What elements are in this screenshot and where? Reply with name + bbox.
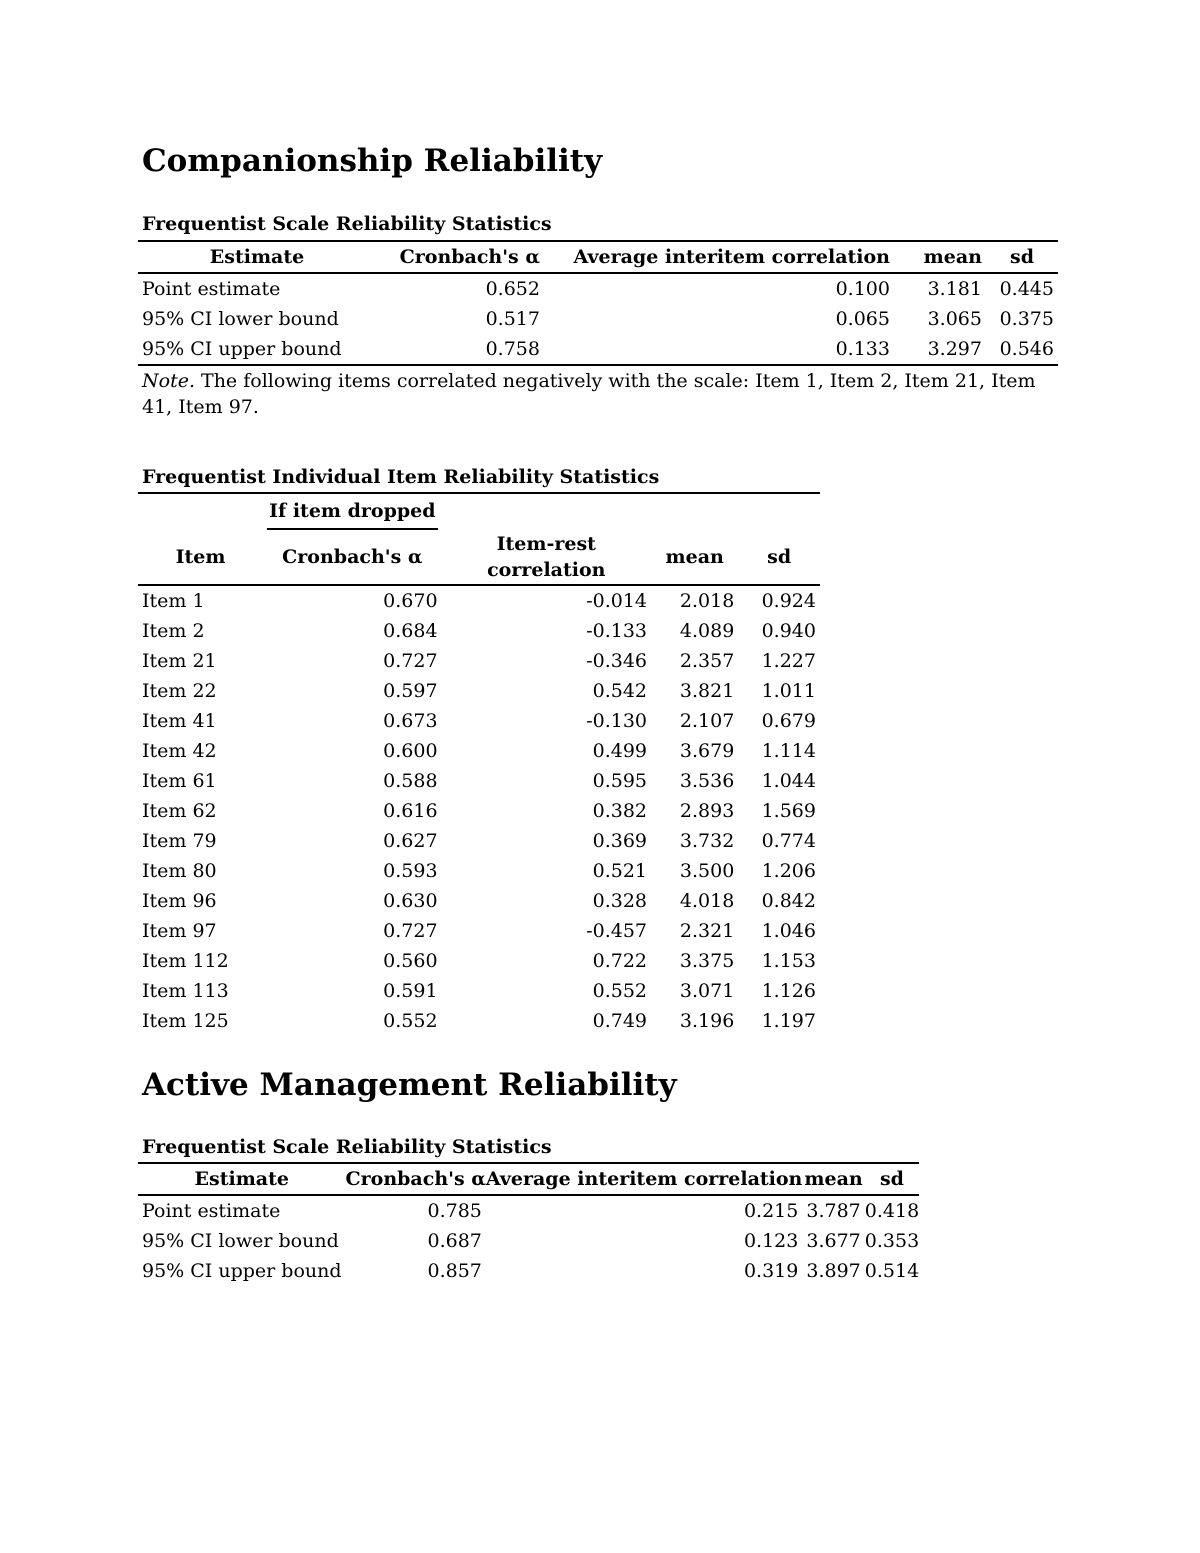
header-sd: sd (767, 546, 792, 568)
table-cell: 1.011 (761, 680, 816, 702)
table-cell: 0.940 (761, 620, 816, 642)
table-row (138, 886, 820, 916)
table-cell: -0.457 (586, 920, 648, 942)
table-cell: Item 79 (142, 830, 217, 852)
table-cell: -0.130 (586, 710, 648, 732)
table-cell: 0.673 (383, 710, 438, 732)
table-cell: 0.630 (383, 890, 438, 912)
table-cell: Item 80 (142, 860, 217, 882)
table-cell: Item 97 (142, 920, 217, 942)
header-sd: sd (1010, 246, 1034, 268)
table-cell: 0.552 (592, 980, 648, 1002)
table-cell: 3.375 (679, 950, 735, 972)
table-row (138, 585, 820, 616)
table-cell: Item 41 (142, 710, 217, 732)
table-row (138, 946, 820, 976)
table-cell: 1.153 (761, 950, 816, 972)
table-cell: 0.353 (864, 1230, 920, 1252)
table-cell: 2.893 (679, 800, 735, 822)
companionship-item-table (138, 492, 820, 1036)
table-cell: 3.897 (806, 1260, 861, 1282)
table-cell: 0.369 (592, 830, 648, 852)
group-header-if-item-dropped: If item dropped (267, 494, 437, 530)
table-row (138, 1195, 919, 1226)
header-cronbach: Cronbach's α (399, 246, 540, 268)
table-row (138, 706, 820, 736)
table-cell: 3.071 (679, 980, 735, 1002)
header-mean: mean (804, 1168, 863, 1190)
table-cell: 0.546 (999, 338, 1054, 360)
table-cell: 0.560 (383, 950, 438, 972)
table-cell: 95% CI upper bound (142, 1260, 342, 1282)
table-row (138, 1006, 820, 1036)
section-title-active-management: Active Management Reliability (142, 1067, 677, 1103)
table-cell: 0.593 (383, 860, 438, 882)
table-row (138, 796, 820, 826)
table-cell: Item 61 (142, 770, 217, 792)
table-cell: -0.346 (586, 650, 648, 672)
header-cronbach: Cronbach's α (345, 1168, 486, 1190)
table-row (138, 273, 1058, 304)
table-cell: 1.126 (761, 980, 816, 1002)
table-row (138, 916, 820, 946)
table-cell: 0.517 (485, 308, 540, 330)
table-cell: 0.215 (743, 1200, 799, 1222)
active-management-scale-table (138, 1162, 919, 1286)
table-cell: 0.627 (383, 830, 438, 852)
table-row (138, 736, 820, 766)
companionship-scale-table (138, 240, 1058, 366)
table-cell: 1.206 (761, 860, 816, 882)
table-row (138, 826, 820, 856)
table-cell: 0.123 (743, 1230, 799, 1252)
table-cell: 1.197 (761, 1010, 816, 1032)
table-cell: 0.727 (383, 650, 438, 672)
table-cell: Item 2 (142, 620, 205, 642)
table-cell: Item 1 (142, 590, 205, 612)
table-row (138, 676, 820, 706)
table-cell: 0.542 (592, 680, 648, 702)
table-cell: Point estimate (142, 278, 281, 300)
table-cell: 3.196 (679, 1010, 735, 1032)
table-cell: 3.065 (927, 308, 982, 330)
table-cell: 3.787 (806, 1200, 861, 1222)
table-cell: 1.046 (761, 920, 816, 942)
table-row (138, 1226, 919, 1256)
table-cell: 0.785 (427, 1200, 482, 1222)
table-cell: Item 21 (142, 650, 217, 672)
table-row (138, 976, 820, 1006)
table-cell: 3.297 (927, 338, 982, 360)
table-cell: 0.687 (427, 1230, 482, 1252)
table-cell: 0.924 (761, 590, 816, 612)
header-avg-corr: Average interitem correlation (485, 1168, 803, 1190)
header-item: Item (175, 546, 226, 568)
table-cell: 0.684 (383, 620, 438, 642)
table-cell: 0.499 (592, 740, 648, 762)
table-cell: 1.227 (761, 650, 816, 672)
table-cell: 0.133 (835, 338, 890, 360)
table-cell: 0.588 (383, 770, 438, 792)
table-cell: 0.652 (485, 278, 540, 300)
table-cell: Item 62 (142, 800, 217, 822)
table-cell: Item 113 (142, 980, 229, 1002)
table-cell: 0.328 (592, 890, 648, 912)
item-table-caption: Frequentist Individual Item Reliability Statistics (142, 466, 660, 488)
table-cell: 0.616 (383, 800, 438, 822)
table-cell: 0.758 (485, 338, 540, 360)
table-cell: 3.677 (806, 1230, 861, 1252)
note-label: Note. (142, 370, 195, 392)
table-cell: 0.595 (592, 770, 648, 792)
table-cell: 0.749 (592, 1010, 648, 1032)
table-cell: 2.357 (679, 650, 735, 672)
header-mean: mean (665, 546, 724, 568)
table-cell: 1.569 (761, 800, 816, 822)
table-row (138, 304, 1058, 334)
table-cell: 3.821 (679, 680, 735, 702)
table-cell: 0.679 (761, 710, 816, 732)
table-cell: 0.319 (743, 1260, 799, 1282)
table-cell: 2.018 (679, 590, 735, 612)
table-cell: 2.107 (679, 710, 735, 732)
table-cell: 0.100 (835, 278, 890, 300)
table-cell: 1.044 (761, 770, 816, 792)
table-cell: 0.375 (999, 308, 1054, 330)
table-cell: 0.382 (592, 800, 648, 822)
table-cell: 0.591 (383, 980, 438, 1002)
header-cronbach-dropped: Cronbach's α (282, 546, 423, 568)
header-item-rest: Item-rest correlation (487, 533, 606, 581)
section-title-companionship: Companionship Reliability (142, 143, 603, 179)
table-cell: Item 22 (142, 680, 217, 702)
table-note (142, 368, 1062, 420)
table-cell: 0.418 (864, 1200, 920, 1222)
table-cell: 0.521 (592, 860, 648, 882)
table-cell: 4.018 (679, 890, 735, 912)
table-cell: 3.500 (679, 860, 735, 882)
table-cell: 3.679 (679, 740, 735, 762)
table-row (138, 856, 820, 886)
table-cell: 0.727 (383, 920, 438, 942)
table-cell: 0.722 (592, 950, 648, 972)
table-cell: 0.774 (761, 830, 816, 852)
table-cell: 0.065 (835, 308, 890, 330)
table-cell: 3.732 (679, 830, 735, 852)
table-cell: Item 96 (142, 890, 217, 912)
table-cell: 0.552 (383, 1010, 438, 1032)
table-cell: Item 42 (142, 740, 217, 762)
table-row (138, 646, 820, 676)
table-row (138, 334, 1058, 365)
table-row (138, 766, 820, 796)
table-cell: 0.842 (761, 890, 816, 912)
table-cell: 0.670 (383, 590, 438, 612)
table-cell: 1.114 (761, 740, 816, 762)
table-cell: 0.597 (383, 680, 438, 702)
header-avg-corr: Average interitem correlation (573, 246, 890, 268)
table-cell: Point estimate (142, 1200, 281, 1222)
table-cell: 0.514 (864, 1260, 920, 1282)
table-row (138, 616, 820, 646)
table-cell: 0.600 (383, 740, 438, 762)
header-estimate: Estimate (194, 1168, 289, 1190)
table-cell: -0.133 (586, 620, 648, 642)
header-estimate: Estimate (209, 246, 305, 268)
table-row (138, 1256, 919, 1286)
table-cell: 0.857 (427, 1260, 482, 1282)
table-cell: 95% CI upper bound (142, 338, 342, 360)
table-cell: 95% CI lower bound (142, 308, 339, 330)
table-cell: 2.321 (679, 920, 735, 942)
table-cell: 95% CI lower bound (142, 1230, 339, 1252)
table-cell: 3.181 (927, 278, 982, 300)
table-cell: -0.014 (586, 590, 648, 612)
scale-table-caption: Frequentist Scale Reliability Statistics (142, 213, 552, 235)
table-cell: 0.445 (999, 278, 1054, 300)
table-cell: 4.089 (679, 620, 735, 642)
header-sd: sd (879, 1168, 904, 1190)
table-cell: 3.536 (679, 770, 735, 792)
table-cell: Item 112 (142, 950, 229, 972)
note-text: The following items correlated negatively with the scale: Item 1, Item 2, Item 21, Item 41, Item 97. (142, 370, 1036, 418)
scale-table-caption-2: Frequentist Scale Reliability Statistics (142, 1136, 552, 1158)
header-mean: mean (923, 246, 982, 268)
table-cell: Item 125 (142, 1010, 229, 1032)
